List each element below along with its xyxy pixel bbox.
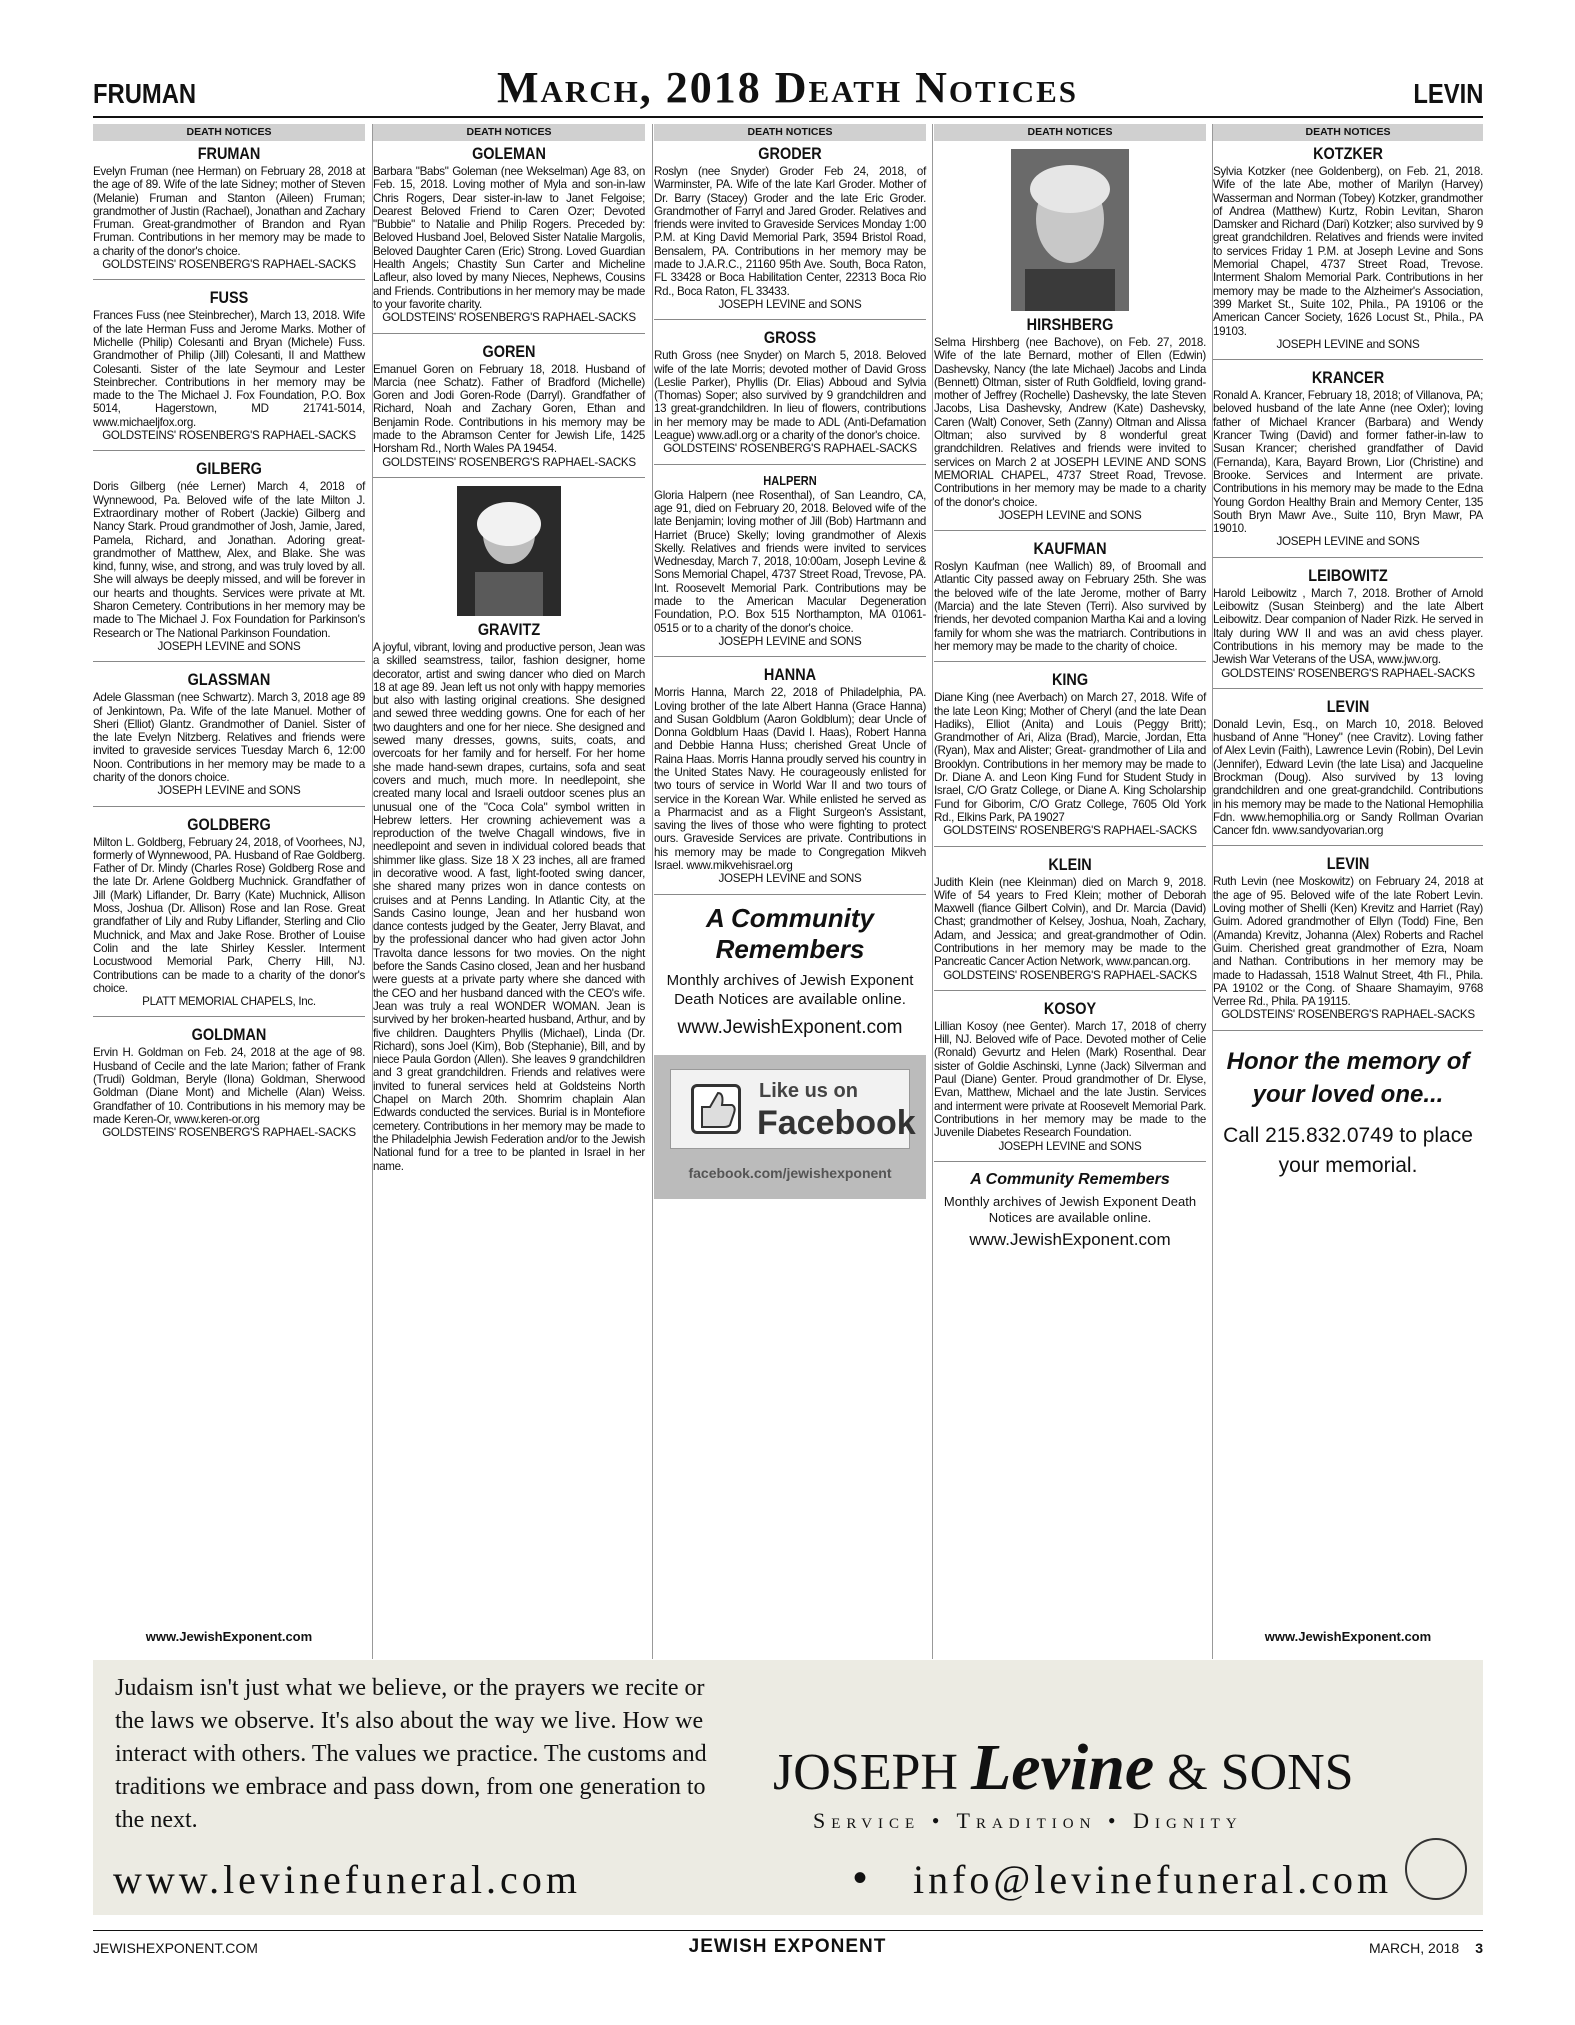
notice-kaufman: [934, 539, 1206, 653]
notice-funeral-home: GOLDSTEINS' ROSENBERG'S RAPHAEL-SACKS: [943, 968, 1197, 982]
promo-subtitle: Monthly archives of Jewish Exponent Death Notices are available online.: [666, 971, 914, 1008]
ad-brand-left: JOSEPH: [773, 1744, 958, 1801]
notice-goleman: [373, 144, 645, 325]
footer-rule: [93, 1930, 1483, 1931]
notice-fruman: [93, 144, 365, 271]
notice-klein: [934, 855, 1206, 982]
notice-funeral-home: GOLDSTEINS' ROSENBERG'S RAPHAEL-SACKS: [943, 824, 1197, 838]
notice-name: GOLDMAN: [191, 1025, 267, 1045]
notice-funeral-home: JOSEPH LEVINE and SONS: [998, 1139, 1142, 1153]
notice-divider: [934, 1161, 1206, 1162]
notice-text: Selma Hirshberg (nee Bachove), on Feb. 27, 2018. Wife of the late Bernard, mother of Ellen (Edwin) Dashevsky, Nancy (the late Michael) Jacobs and Linda (Bennett) Oltman, sister of Ruth Goldfield, loving grand-mother of Jeffrey (Rochelle) Dashevsky, the late Steven Jacobs, Lisa Dashevsky, Andrew (Kate) Dashevsky, Caren (Walt) Conover, Seth (Zanny) Oltman and Alissa Oltman; also survived by 8 wonderful great grandchildren. Relatives and friends were invited to services on March 2 at JOSEPH LEVINE AND SONS MEMORIAL CHAPEL, 4737 Street Road, Trevose. Contributions in her memory may be made to a charity of the donor's choice.: [934, 336, 1206, 509]
notice-text: Evelyn Fruman (nee Herman) on February 28, 2018 at the age of 89. Wife of the late Sidney; mother of Steven (Melanie) Fruman and Stanton (Aileen) Fruman; grandmother of Justin (Rachael), Jonathan and Zachary Fruman. Great-grandmother of Brandon and Ryan Fruman. Contributions in her memory may be made to a charity of the donor's choice.: [93, 165, 365, 258]
notice-name: LEVIN: [1326, 696, 1370, 716]
notice-funeral-home: GOLDSTEINS' ROSENBERG'S RAPHAEL-SACKS: [382, 311, 636, 325]
notice-divider: [654, 464, 926, 465]
website-link[interactable]: www.JewishExponent.com: [145, 1629, 313, 1644]
seal-icon: [1405, 1838, 1467, 1900]
notice-text: Harold Leibowitz , March 7, 2018. Brother of Arnold Leibowitz (Susan Steinberg) and the late Albert Leibowitz. Dear companion of Nader Rizk. He served in Italy during WW II and was an avid chess player. Contributions in his memory may be made to the Jewish War Veterans of the USA, www.jwv.org.: [1213, 586, 1483, 667]
column-header: DEATH NOTICES: [373, 124, 645, 141]
promo-link[interactable]: www.JewishExponent.com: [969, 1229, 1171, 1249]
facebook-url[interactable]: facebook.com/jewishexponent: [688, 1164, 892, 1181]
notice-funeral-home: JOSEPH LEVINE and SONS: [718, 634, 862, 648]
column-4: [934, 124, 1206, 1250]
notice-text: Ervin H. Goldman on Feb. 24, 2018 at the age of 98. Husband of Cecile and the late Marion; father of Frank (Trudi) Goldman, Beryle (Ilona) Goldman, Sherwood Goldman (Diane Mont) and Michelle (Alan) Weiss. Grandfather of 10. Contributions in his memory may be made Keren-Or, www.keren-or.org: [93, 1046, 365, 1126]
notice-hanna: [654, 665, 926, 885]
notice-funeral-home: GOLDSTEINS' ROSENBERG'S RAPHAEL-SACKS: [102, 429, 356, 443]
notice-divider: [93, 806, 365, 807]
notice-text: Lillian Kosoy (nee Genter). March 17, 2018 of cherry Hill, NJ. Beloved wife of Pace. Devoted mother of Celie (Ronald) Gevurtz and Helen (Mark) Rosenthal. Dear sister of Goldie Aschinski, Lynne (Jack) Silverman and Paul (Diane) Genter. Proud grandmother of Dr. Elyse, Evan, Matthew, Michael and the late Justin. Services and interment were private at Roosevelt Memorial Park. Contributions in her memory may be made to the Juvenile Diabetes Research Foundation.: [934, 1019, 1206, 1140]
notice-goldberg: [93, 815, 365, 1009]
notice-glassman: [93, 670, 365, 797]
notice-name: LEIBOWITZ: [1308, 565, 1388, 585]
notice-divider: [934, 661, 1206, 662]
notice-name: KLEIN: [1048, 854, 1092, 874]
notice-text: Donald Levin, Esq., on March 10, 2018. Beloved husband of Anne "Honey" (nee Cravitz). Loving father of Alex Levin (Faith), Lawrence Levin (Robin), Del Levin (Jennifer), Edward Levin (the late Lisa) and Jacqueline Brockman (Doug). Also survived by 13 loving grandchildren and one great-grandchild. Contributions in his memory may be made to the National Hemophilia Fdn. www.hemophilia.org or Sandy Rollman Ovarian Cancer fdn. www.sandyovarian.org: [1213, 717, 1483, 838]
website-link[interactable]: www.JewishExponent.com: [1264, 1629, 1432, 1644]
notice-funeral-home: JOSEPH LEVINE and SONS: [998, 508, 1142, 522]
notice-name: KOTZKER: [1313, 144, 1383, 163]
ad-brand-script: Levine: [970, 1731, 1155, 1804]
footer-date-page: [1369, 1940, 1483, 1956]
column-header: DEATH NOTICES: [93, 124, 365, 141]
notice-name: KRANCER: [1311, 368, 1385, 388]
notice-text: Morris Hanna, March 22, 2018 of Philadelphia, PA. Loving brother of the late Albert Hanna (Grace Hanna) and Susan Goldblum (Aaron Goldblum); dear Uncle of Donna Goldblum Haas (David I. Haas), Robert Hanna and Debbie Hanna Huss; cherished Great Uncle of Raina Haas. Morris Hanna proudly served his country in the United States Navy. He courageously enlisted for two tours of service in World War II and two tours of service in the Korean War. While enlisted he served as a Pharmacist and as a Flight Surgeon's Assistant, saving the lives of those who were fighting to protect ours. Graveside Services are private. Contributions in his memory may be made to Congregation Mikveh Israel. www.mikvehisrael.org: [654, 686, 926, 873]
facebook-label-top: Like us on: [759, 1079, 858, 1102]
page-number: 3: [1475, 1940, 1483, 1956]
notice-name: FUSS: [209, 288, 249, 308]
notice-divider: [654, 656, 926, 657]
notice-fuss: [93, 288, 365, 442]
notice-text: Adele Glassman (nee Schwartz). March 3, 2018 age 89 of Jenkintown, Pa. Wife of the late Manuel. Mother of Sheri (Elliot) Glantz. Grandmother of Daniel. Sister of the late Evelyn Nitzberg. Relatives and friends were invited to graveside services Tuesday March 6, 12:00 Noon. Contributions in her memory may be made to a charity of the donors choice.: [93, 691, 365, 784]
portrait-icon: [457, 486, 561, 616]
notice-divider: [373, 477, 645, 478]
notice-divider: [934, 530, 1206, 531]
notice-funeral-home: PLATT MEMORIAL CHAPELS, Inc.: [142, 995, 316, 1009]
notice-funeral-home: GOLDSTEINS' ROSENBERG'S RAPHAEL-SACKS: [382, 455, 636, 469]
notice-text: Gloria Halpern (nee Rosenthal), of San Leandro, CA, age 91, died on February 20, 2018. Beloved wife of the late Benjamin; loving mother of Jill (Bob) Hartmann and Harriet (Bruce) Skelly; loving grandmother of Alexis Skelly. Relatives and friends were invited to services Wednesday, March 7, 2018, 10:00am, Joseph Levine & Sons Memorial Chapel, 4737 Street Road, Trevose, PA. Int. Roosevelt Memorial Park. Contributions may be made to the American Macular Degeneration Foundation, P.O. Box 515 Northampton, MA 01061-0515 or to a charity of the donor's choice.: [654, 488, 926, 635]
notice-divider: [934, 990, 1206, 991]
notice-divider: [93, 661, 365, 662]
notice-text: Ronald A. Krancer, February 18, 2018; of Villanova, PA; beloved husband of the late Anne (nee Oxler); loving father of Michael Krancer (Barbara) and Wendy Krancer Twing (David) and former father-in-law to Susan Krancer; cherished grandfather of David (Fernanda), Kara, Bayard Brown, Lior (Christine) and Brooke. Services and Interment are private. Contributions in his memory may be made to the Edna Young Gordon Healthy Brain and Memory Center, 135 South Bryn Mawr Ave., Suite 110, Bryn Mawr, PA 19010.: [1213, 389, 1483, 536]
notice-name: GILBERG: [196, 459, 262, 479]
notice-funeral-home: GOLDSTEINS' ROSENBERG'S RAPHAEL-SACKS: [663, 442, 917, 456]
notice-funeral-home: JOSEPH LEVINE and SONS: [157, 784, 301, 798]
notice-name: HIRSHBERG: [1026, 315, 1114, 334]
notice-funeral-home: JOSEPH LEVINE and SONS: [718, 872, 862, 886]
facebook-promo[interactable]: [654, 1055, 926, 1199]
ad-brand-logo: [773, 1730, 1463, 1806]
notice-king: [934, 670, 1206, 837]
levine-advertisement: [93, 1660, 1483, 1915]
column-header: DEATH NOTICES: [1213, 124, 1483, 141]
notice-gravitz: [373, 620, 645, 1173]
ad-email[interactable]: info@levinefuneral.com: [913, 1857, 1393, 1902]
column-3: [654, 124, 926, 1199]
promo-link[interactable]: www.JewishExponent.com: [677, 1016, 903, 1038]
notice-funeral-home: GOLDSTEINS' ROSENBERG'S RAPHAEL-SACKS: [102, 258, 356, 272]
column-5: [1213, 124, 1483, 1181]
notice-name: KAUFMAN: [1033, 539, 1107, 559]
notice-divider: [93, 279, 365, 280]
footer-date: MARCH, 2018: [1368, 1940, 1460, 1956]
column-divider: [652, 124, 653, 1659]
notice-levin-donald: [1213, 697, 1483, 838]
community-remembers-promo: [654, 903, 926, 1039]
portrait-icon: [1011, 149, 1129, 311]
notice-halpern: [654, 473, 926, 649]
notice-name: GRODER: [758, 144, 822, 163]
notice-divider: [934, 846, 1206, 847]
footer-publication: JEWISH EXPONENT: [688, 1936, 887, 1957]
ad-message: Judaism isn't just what we believe, or the prayers we recite or the laws we observe. It's also about the way we live. How we interact with others. The values we practice. The customs and traditions we embrace and pass down, from one generation to the next.: [115, 1675, 707, 1833]
notice-text: Emanuel Goren on February 18, 2018. Husband of Marcia (nee Schatz). Father of Bradford (Michelle) Goren and Jodi Goren-Rode (Darryl). Grandfather of Richard, Noah and Zachary Goren, Ethan and Benjamin Rode. Contributions in his memory may be made to the Abramson Center for Jewish Life, 1425 Horsham Rd., North Wales PA 19454.: [373, 362, 645, 456]
notice-text: Judith Klein (nee Kleinman) died on March 9, 2018. Wife of 54 years to Fred Klein; mother of Deborah Maxwell (fiance Gilbert Colvin), and Dr. Marcia (David) Chast; grandmother of Kelsey, Joshua, Noah, Zachary, Adam, and Jessica; and great-grandmother of Odin. Contributions in her memory may be made to the Pancreatic Cancer Action Network, www.pancan.org.: [934, 875, 1206, 969]
notice-name: GRAVITZ: [477, 619, 541, 639]
notice-text: Barbara "Babs" Goleman (nee Wekselman) Age 83, on Feb. 15, 2018. Loving mother of Myla and son-in-law Chris Rogers, Dear sister-in-law to Janet Felgoise; Dearest Beloved Friend to Caren Ozer; Devoted "Bubbie" to Natalie and Philip Rogers. Preceded by: Beloved Husband Joel, Beloved Sister Natalie Margolis, Beloved Daughter Caren (Eric) Strong. Loved Guardian Health Angels; Chastity Sun Carter and Micheline Lafleur, also loved by many Nieces, Nephews, Cousins and Friends. Contributions in her memory may be made to your favorite charity.: [373, 165, 645, 311]
notice-divider: [654, 894, 926, 895]
notice-name: GLASSMAN: [187, 670, 271, 690]
portrait-photo: [457, 486, 561, 616]
column-2: [373, 124, 645, 1179]
honor-call-to-action[interactable]: Call 215.832.0749 to place your memorial.: [1223, 1123, 1473, 1177]
honor-memorial-promo: [1213, 1045, 1483, 1181]
facebook-label-main: Facebook: [757, 1103, 916, 1142]
notice-goren: [373, 342, 645, 469]
header-right-name: LEVIN: [1412, 78, 1483, 109]
notice-divider: [93, 450, 365, 451]
promo-title: A Community Remembers: [970, 1170, 1170, 1188]
notice-divider: [1213, 359, 1483, 360]
notice-funeral-home: GOLDSTEINS' ROSENBERG'S RAPHAEL-SACKS: [1221, 666, 1475, 680]
notice-divider: [1213, 1030, 1483, 1031]
notice-name: GROSS: [763, 328, 817, 348]
notice-leibowitz: [1213, 566, 1483, 680]
notice-kosoy: [934, 999, 1206, 1153]
notice-funeral-home: JOSEPH LEVINE and SONS: [718, 297, 862, 311]
notice-name: GOLDBERG: [187, 814, 271, 834]
column-header: DEATH NOTICES: [934, 124, 1206, 141]
notice-divider: [373, 333, 645, 334]
notice-gilberg: [93, 459, 365, 653]
notice-name: HALPERN: [763, 472, 817, 488]
notice-name: GOREN: [482, 341, 536, 361]
ad-tagline: Service • Tradition • Dignity: [813, 1808, 1243, 1833]
promo-title: A Community Remembers: [705, 902, 875, 964]
notice-funeral-home: JOSEPH LEVINE and SONS: [1276, 337, 1420, 351]
notice-text: Milton L. Goldberg, February 24, 2018, of Voorhees, NJ, formerly of Wynnewood, PA. Husband of Rae Goldberg. Father of Dr. Mindy (Charles Rose) Goldberg Rose and the late Dr. Arlene Goldberg Muchnick. Grandfather of Jill (Mark) Liflander, Dr. Barry (Kate) Muchnick, Allison Moss, Joshua (Dr. Allison) Rose and Ian Rose. Great grandfather of Lily and Ruby Liflander, Sterling and Clio Muchnick, and Max and Jake Rose. Brother of Louise Colin and the late Shirley Kessler. Interment Locustwood Memorial Park, Cherry Hill, NJ. Contributions can be made to a charity of the donor's choice.: [93, 835, 365, 995]
notice-krancer: [1213, 368, 1483, 549]
notice-name: KOSOY: [1043, 998, 1097, 1018]
notice-text: A joyful, vibrant, loving and productive person, Jean was a skilled seamstress, tailor, fashion designer, home decorator, artist and swing dancer who died on March 18 at age 89. Jean left us not only with happy memories but also with lasting original creations. She designed and sewed three wedding gowns. One for each of her two daughters and one for her niece. She designed and sewed many dresses, gowns, suits, coats, and overcoats for her family and for herself. For her home she made hand-sewn drapes, curtains, sofa and seat covers and much, much more. In needlepoint, she created many local and Israeli outdoor scenes plus an unusual one of the "Coca Cola" symbol written in Hebrew letters. Her crowning achievement was a reproduction of the twelve Chagall windows, five in needlepoint and seven in individual colored beads that shimmer like glass. Size 18 X 23 inches, all are framed in decorative wood. A fast, light-footed swing dancer, she shared many prizes won in dance contests on cruises and at Penns Landing. In Atlantic City, at the Sands Casino lounge, Jean and her husband won dance contests judged by the Geater, Jerry Blavat, and by the professional dancer who had given actor John Travolta dance lessons for two movies. On the night before the Sands Casino closed, Jean and her husband were guests at a private party where she danced with the CEO and her husband danced with the CEO's wife. Jean was truly a real WONDER WOMAN. Jean is survived by her broken-hearted husband, Arthur, and by five children. Daughters Phyllis (Michael), Linda (Dr. Richard), sons Joel (Kim), Bob (Stephanie), Bill, and by niece Paula Gordon (Allen). She leaves 9 grandchildren and 3 great grandchildren. Friends and relatives were invited to funeral services held at Goldsteins North Chapel on March 20th. Shomrim chaplain Alan Edwards conducted the services. Burial is in Montefiore cemetery. Contributions in her memory may be made to the Philadelphia Jewish Federation and/or to the Jewish National fund for a tree to be planted in Israel in her name.: [373, 640, 645, 1173]
notice-levin-ruth: [1213, 854, 1483, 1021]
notice-funeral-home: JOSEPH LEVINE and SONS: [157, 639, 301, 653]
page-title: March, 2018 Death Notices: [496, 63, 1079, 112]
notice-divider: [93, 1016, 365, 1017]
header-rule: [93, 116, 1483, 118]
promo-subtitle: Monthly archives of Jewish Exponent Death Notices are available online.: [943, 1193, 1197, 1225]
notice-name: FRUMAN: [197, 144, 261, 163]
honor-title: Honor the memory of your loved one...: [1226, 1047, 1470, 1108]
notice-groder: [654, 144, 926, 311]
notice-name: GOLEMAN: [472, 144, 546, 163]
notice-kotzker: [1213, 144, 1483, 351]
notice-text: Ruth Levin (nee Moskowitz) on February 24, 2018 at the age of 95. Beloved wife of the late Robert Levin. Loving mother of Shelli (Ken) Krevitz and Harriet (Ray) Guim. Adored grandmother of Ellyn (Todd) Fine, Ben (Amanda) Krevitz, Johanna (Alex) Roberts and Rachel Guim. Cherished great grandmother of Ezra, Noam and Nathan. Contributions in her memory may be made to Hadassah, 1518 Walnut Street, 4th Fl., Phila. PA 19102 or the Cong. of Shaare Shamayim, 9768 Verree Rd., Phila. PA 19115.: [1213, 875, 1483, 1009]
notice-divider: [1213, 688, 1483, 689]
notice-text: Diane King (nee Averbach) on March 27, 2018. Wife of the late Leon King; Mother of Cheryl (and the late Dean Hadiks), Elliot (Anita) and Louis (Peggy Britt); Grandmother of Ari, Aliza (Brad), Marcie, Jordan, Etta (Ryan), Max and Alister; Great- grandmother of Lila and Brooklyn. Contributions in her memory may be made to Dr. Diane A. and Leon King Fund for Student Study in Israel, C/O Gratz College, or Diane A. King Scholarship Fund for Giborim, C/O Gratz College, 7605 Old York Rd., Elkins Park, PA 19027: [934, 691, 1206, 824]
column-divider: [932, 124, 933, 1659]
notice-funeral-home: JOSEPH LEVINE and SONS: [1276, 535, 1420, 549]
notice-goldman: [93, 1025, 365, 1139]
notice-text: Roslyn (nee Snyder) Groder Feb 24, 2018, of Warminster, PA. Wife of the late Karl Groder. Mother of Dr. Barry (Stacey) Groder and the late Eric Groder. Grandmother of Farryl and Jared Groder. Relatives and friends were invited to Graveside Services Monday 1:00 P.M. at King David Memorial Park, 3594 Bristol Road, Bensalem, PA. Contributions in her memory may be made to J.A.R.C., 21160 95th Ave. South, Boca Raton, FL 33428 or Boca Habilitation Center, 22313 Boca Rio Rd., Boca Raton, FL 33433.: [654, 165, 926, 298]
community-remembers-promo: [934, 1170, 1206, 1250]
notice-text: Doris Gilberg (née Lerner) March 4, 2018 of Wynnewood, Pa. Beloved wife of the late Milton J. Extraordinary mother of Robert (Jackie) Gilberg and Nancy Stark. Proud grandmother of Josh, Jamie, Jared, Pamela, Richard, and Jonathan. Adoring great-grandmother of Matthew, Alex, and Blake. She was kind, funny, wise, and strong, and was truly loved by all. She will always be deeply missed, and will be forever in our hearts and thoughts. Services were private at Mt. Sharon Cemetery. Contributions in her memory may be made to The Michael J. Fox Foundation for Parkinson's Research or The National Parkinson Foundation.: [93, 480, 365, 640]
notice-divider: [654, 319, 926, 320]
thumbs-up-icon: [691, 1084, 741, 1134]
notice-name: HANNA: [763, 665, 817, 685]
portrait-photo: [1011, 149, 1129, 311]
footer-website[interactable]: JEWISHEXPONENT.COM: [93, 1940, 258, 1956]
ad-brand-right: & SONS: [1167, 1744, 1354, 1801]
notice-funeral-home: GOLDSTEINS' ROSENBERG'S RAPHAEL-SACKS: [1221, 1008, 1475, 1022]
notice-divider: [1213, 557, 1483, 558]
thumbs-up-glyph: [694, 1087, 738, 1131]
notice-funeral-home: GOLDSTEINS' ROSENBERG'S RAPHAEL-SACKS: [102, 1126, 356, 1140]
header-left-name: FRUMAN: [93, 78, 197, 109]
notice-text: Ruth Gross (nee Snyder) on March 5, 2018. Beloved wife of the late Morris; devoted mother of David Gross (Leslie Parker), Phyllis (Dr. Elias) Abboud and Sylvia (Thomas) Soper; also survived by 9 grandchildren and 13 great-grandchildren. In lieu of flowers, contributions in her memory may be made to ADL (Anti-Defamation League) www.adl.org or a charity of the donor's choice.: [654, 349, 926, 443]
column-1: [93, 124, 365, 1146]
column-header: DEATH NOTICES: [654, 124, 926, 141]
notice-text: Sylvia Kotzker (nee Goldenberg), on Feb. 21, 2018. Wife of the late Abe, mother of Marilyn (Harvey) Wasserman and Norman (Tobey) Kotzker, grandmother of Andrea (Matthew) Kurtz, Robin Levitan, Sharon Damsker and Richard (Dari) Kotzker; also survived by 9 great grandchildren. Relatives and friends were invited to services Friday 1 P.M. at Joseph Levine and Sons Memorial Chapel, 4737 Street Road, Trevose. Interment Shalom Memorial Park. Contributions in her memory may be made to the Alzheimer's Association, 399 Market St., Suite 102, Phila., PA 19106 or the American Cancer Society, 1626 Locust St., Phila., PA 19103.: [1213, 165, 1483, 338]
notice-name: KING: [1051, 670, 1089, 690]
notice-hirshberg: [934, 315, 1206, 522]
notice-name: LEVIN: [1326, 854, 1370, 874]
notice-text: Frances Fuss (nee Steinbrecher), March 13, 2018. Wife of the late Herman Fuss and Jerome Marks. Mother of Michelle (Philip) Colesanti and Bryan (Michele) Fuss. Grandmother of Philip (Jill) Colesanti, II and Matthew Colesanti. Sister of the late Seymour and Lester Steinbrecher. Contributions in her memory may be made to the The Michael J. Fox Foundation, P.O. Box 5014, Hagerstown, MD 21741-5014, www.michaeljfox.org.: [93, 309, 365, 429]
ad-website[interactable]: www.levinefuneral.com: [113, 1857, 581, 1902]
notice-text: Roslyn Kaufman (nee Wallich) 89, of Broomall and Atlantic City passed away on February 25th. She was the beloved wife of the late Jerome, mother of Barry (Marcia) and the late Steven (Terri). Also survived by friends, her devoted companion Martha Kai and a loving family for whom she was the matriarch. Contributions in her memory may be made to the charity of choice.: [934, 560, 1206, 653]
ad-bullet: •: [853, 1856, 868, 1900]
facebook-badge[interactable]: [670, 1069, 916, 1149]
notice-gross: [654, 328, 926, 455]
notice-divider: [1213, 845, 1483, 846]
